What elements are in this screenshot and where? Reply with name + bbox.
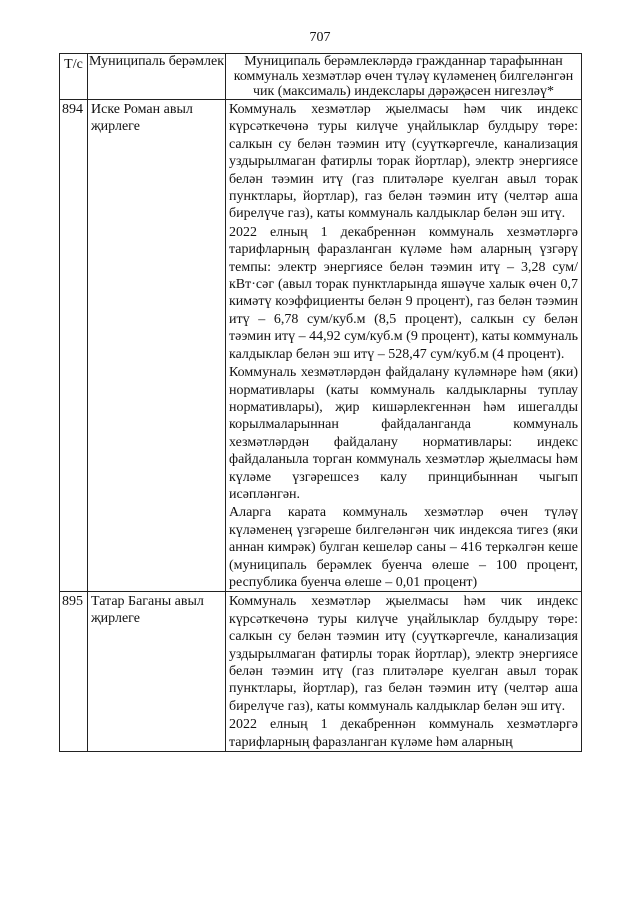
index-table	[59, 53, 582, 752]
paragraph: Коммуналь хезмәтләрдән файдалану күләмнәре һәм (яки) нормативлары (каты коммуналь калдыкларны туплау нормативлары), җир кишәрлекгеннән һәм ишегалды корылмаларыннан файдаланганда коммуналь хезмәтләрдән файдалану нормативлары: индекс файдаланыла торган коммуналь хезмәтләр җыелмасы һәм күләме үзгәрешсез калу принцибыннан чыгып исәпләнгән.	[229, 365, 578, 502]
row-justification	[226, 100, 582, 592]
table-header-row	[60, 54, 582, 100]
row-municipality: Татар Баганы авыл җирлеге	[88, 592, 226, 752]
paragraph: Коммуналь хезмәтләр җыелмасы һәм чик индекс күрсәткечөнә туры килүче уңайлыклар булдыру төре: салкын су белән тәэмин итү (суүткәргечле, канализация уздырылмаган фатирлы торак йортлар), электр энергиясе белән тәэмин итү (газ плитәләре куелган авыл торак пунктлары, йортлар), газ белән тәэмин итү (челтәр аша бирелүче газ), каты коммуналь калдыклар белән эш итү.	[229, 102, 578, 222]
row-number: 894	[60, 100, 88, 592]
table-row	[60, 100, 582, 592]
row-justification	[226, 592, 582, 752]
paragraph: 2022 елның 1 декабреннән коммуналь хезмәтләргә тарифларның фаразланган күләме һәм аларның	[229, 717, 578, 750]
header-municipality: Муниципаль берәмлек	[88, 54, 226, 100]
paragraph: 2022 елның 1 декабреннән коммуналь хезмәтләргә тарифларның фаразланган күләме һәм аларның үзгәрү темпы: электр энергиясе белән тәэмин итү – 3,28 сум/кВт·сәг (авыл торак пунктларында яшәүче халык өчен 0,7 кимәтү коэффициенты белән 9 процент), газ белән тәэмин итү – 6,78 сум/куб.м (8,5 процент), салкын су белән тәэмин итү – 44,92 сум/куб.м (9 процент), каты коммуналь калдыклар белән эш итү – 528,47 сум/куб.м (4 процент).	[229, 224, 579, 362]
row-municipality: Иске Роман авыл җирлеге	[88, 100, 226, 592]
header-justification: Муниципаль берәмлекләрдә гражданнар тарафыннан коммуналь хезмәтләр өчен түләү күләменең билгеләнгән чик (максималь) индекслары дәрәҗәсен нигезләү*	[226, 54, 582, 100]
paragraph: Аларга карата коммуналь хезмәтләр өчен түләү күләменең үзгәреше билгеләнгән чик индексяа тигез (яки аннан кимрәк) булган кешеләр саны – 416 теркәлгән кеше (муниципаль берәмлек буенча өлеше – 100 процент, республика буенча өлеше – 0,01 процент)	[229, 505, 578, 590]
paragraph: Коммуналь хезмәтләр җыелмасы һәм чик индекс күрсәткечөнә туры килүче уңайлыклар булдыру төре: салкын су белән тәэмин итү (суүткәргечле, канализация уздырылмаган фатирлы торак йортлар), электр энергиясе белән тәэмин итү (газ плитәләре куелган авыл торак пунктлары, йортлар), газ белән тәэмин итү (челтәр аша бирелүче газ), каты коммуналь калдыклар белән эш итү.	[229, 594, 578, 714]
page-number: 707	[309, 30, 331, 45]
header-number: Т/с	[60, 54, 88, 100]
row-number: 895	[60, 592, 88, 752]
table-row	[60, 592, 582, 752]
